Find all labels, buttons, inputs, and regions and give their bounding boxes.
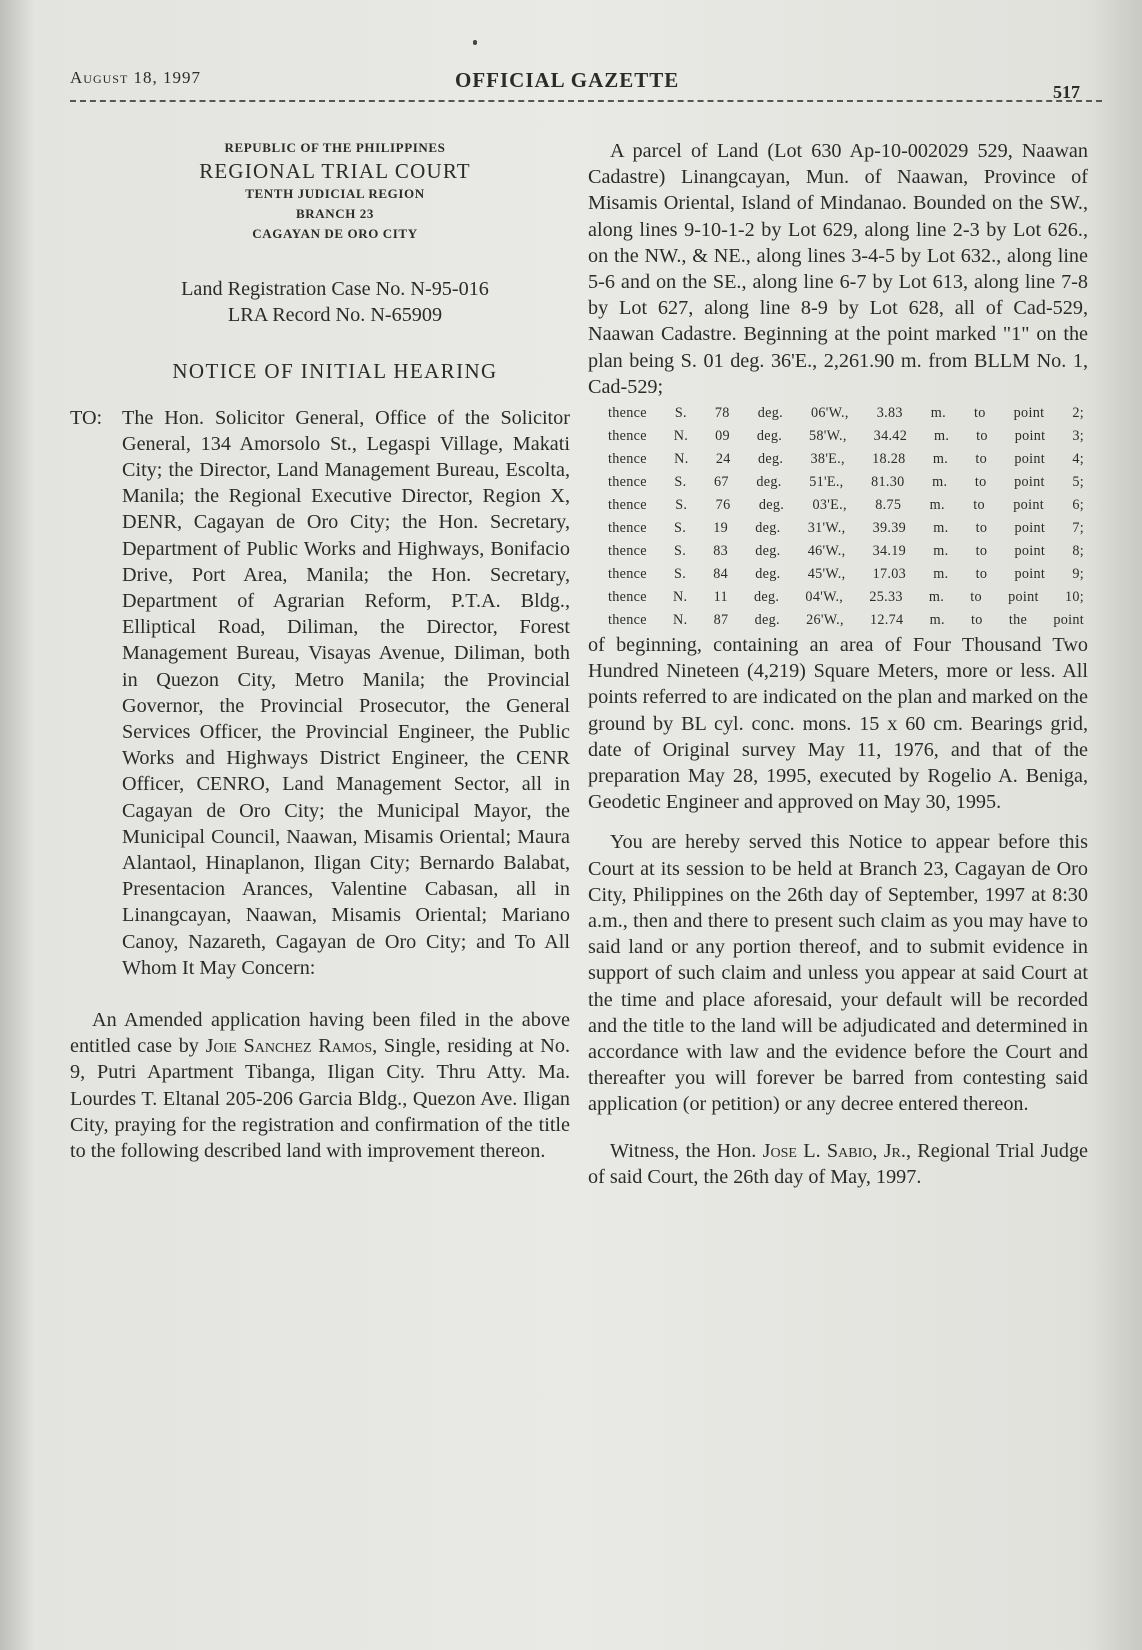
thence-line: thence N. 11 deg. 04'W., 25.33 m. to point 10; [608, 589, 1084, 606]
notice-title: NOTICE OF INITIAL HEARING [172, 359, 498, 384]
thence-line: thence S. 78 deg. 06'W., 3.83 m. to point 2; [608, 405, 1084, 422]
witness-rest: , Regional Trial Judge of said Court, the 26th day of May, 1997. [588, 1139, 1088, 1189]
thence-line: thence S. 19 deg. 31'W., 39.39 m. to point 7; [608, 520, 1084, 537]
witness-paragraph [588, 1138, 1088, 1190]
judge-name: Jose L. Sabio, Jr. [762, 1139, 906, 1162]
thence-line: thence N. 24 deg. 38'E., 18.28 m. to point 4; [608, 451, 1084, 468]
judicial-region: TENTH JUDICIAL REGION [245, 186, 425, 201]
court-name: REGIONAL TRIAL COURT [199, 159, 471, 183]
addressees [70, 405, 570, 981]
branch-line: BRANCH 23 [296, 206, 374, 221]
application-paragraph [70, 1007, 570, 1164]
addressee-list: The Hon. Solicitor General, Office of the Solicitor General, 134 Amorsolo St., Legaspi Village, Makati City; the Director, Land Management Bureau, Escolta, Manila; the Regional Executive Director, Region X, DENR, Cagayan de Oro City; the Hon. Secretary, Department of Public Works and Highways, Bonifacio Drive, Port Area, Manila; the Hon. Secretary, Department of Agrarian Reform, P.T.A. Bldg., Elliptical Road, Diliman, the Director, Forest Management Bureau, Visayas Avenue, Diliman, both in Quezon City, Metro Manila; the Provincial Governor, the Provincial Prosecutor, the General Services Officer, the Provincial Engineer, the Public Works and Highways District Engineer, the CENR Officer, CENRO, Land Management Sector, all in Cagayan de Oro City; the Municipal Mayor, the Municipal Council, Naawan, Misamis Oriental; Maura Alantaol, Hinaplanon, Iligan City; Bernardo Balabat, Presentacion Arances, Valentine Cabasan, all in Linangcayan, Naawan, Misamis Oriental; Mariano Canoy, Nazareth, Cagayan de Oro City; and To All Whom It May Concern: [122, 406, 570, 979]
lot-description: A parcel of Land (Lot 630 Ap-10-002029 529, Naawan Cadastre) Linangcayan, Mun. of Naawan, Province of Misamis Oriental, Island of Mindanao. Bounded on the SW., along lines 9-10-1-2 by Lot 629, along line 2-3 by Lot 626., on the NW., & NE., along lines 3-4-5 by Lot 632., along line 5-6 and on the SE., along line 6-7 by Lot 613, along line 7-8 by Lot 627, along line 8-9 by Lot 628, all of Cad-529, Naawan Cadastre. Beginning at the point marked "1" on the plan being S. 01 deg. 36'E., 2,261.90 m. from BLLM No. 1, Cad-529; [588, 140, 1088, 398]
right-column [588, 138, 1088, 1210]
ink-speck [473, 40, 477, 45]
service-paragraph: You are hereby served this Notice to appear before this Court at its session to be held at Branch 23, Cagayan de Oro City, Philippines on the 26th day of September, 1997 at 8:30 a.m., then and there to present such claim as you may have to said land or any portion thereof, and to submit evidence in support of such claim and unless you appear at said Court at the time and place aforesaid, your default will be recorded and the title to the land will be adjudicated and determined in accordance with law and the evidence before the Court and thereafter you will forever be barred from contesting said application (or petition) or any decree entered thereon. [588, 831, 1088, 1116]
technical-description [588, 402, 1088, 632]
case-number: Land Registration Case No. N-95-016 [181, 278, 489, 300]
header-date: August 18, 1997 [70, 68, 202, 87]
page-number: 517 [1053, 82, 1080, 102]
city-line: CAGAYAN DE ORO CITY [252, 226, 418, 241]
applicant-name: Joie Sanchez Ramos [205, 1035, 373, 1058]
case-numbers [100, 276, 570, 328]
republic-line: REPUBLIC OF THE PHILIPPINES [224, 140, 446, 155]
thence-line: thence S. 84 deg. 45'W., 17.03 m. to point 9; [608, 566, 1084, 583]
application-intro: An Amended application having been filed in the above entitled case by [70, 1009, 570, 1058]
thence-line: thence N. 87 deg. 26'W., 12.74 m. to the point [608, 612, 1084, 629]
to-label: TO: [70, 406, 103, 429]
area-paragraph: of beginning, containing an area of Four Thousand Two Hundred Nineteen (4,219) Square Meters, more or less. All points referred to are indicated on the plan and marked on the ground by BL cyl. conc. mons. 15 x 60 cm. Bearings grid, date of Original survey May 11, 1976, and that of the preparation May 28, 1995, executed by Rogelio A. Beniga, Geodetic Engineer and approved on May 30, 1995. [588, 634, 1088, 814]
left-column [70, 138, 570, 1184]
thence-line: thence S. 67 deg. 51'E., 81.30 m. to point 5; [608, 474, 1084, 491]
witness-intro: Witness, the Hon. [610, 1139, 757, 1162]
lra-record-number: LRA Record No. N-65909 [227, 304, 443, 327]
thence-line: thence N. 09 deg. 58'W., 34.42 m. to point 3; [608, 428, 1084, 445]
thence-line: thence S. 76 deg. 03'E., 8.75 m. to point 6; [608, 497, 1084, 514]
application-rest: , Single, residing at No. 9, Putri Apartment Tibanga, Iligan City. Thru Atty. Ma. Lourdes T. Eltanal 205-206 Garcia Bldg., Quezon Ave. Iligan City, praying for the registration and confirmation of the title to the following described land with improvement thereon. [70, 1035, 571, 1163]
header-title: OFFICIAL GAZETTE [455, 68, 680, 92]
court-heading [100, 138, 570, 244]
page-header [70, 62, 1102, 102]
thence-line: thence S. 83 deg. 46'W., 34.19 m. to point 8; [608, 543, 1084, 560]
header-rule [70, 100, 1102, 102]
